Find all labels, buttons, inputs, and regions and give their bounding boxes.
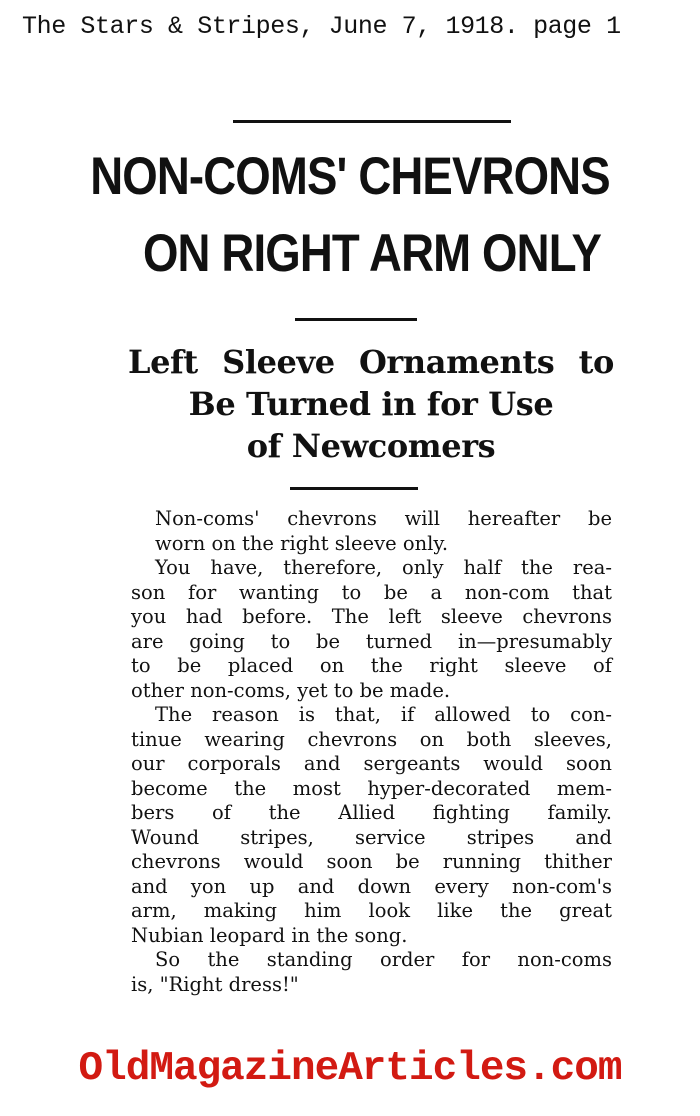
body-line: other non-coms, yet to be made. xyxy=(131,678,451,702)
article-body xyxy=(131,507,612,997)
body-line: and yon up and down every non-com's xyxy=(131,874,612,898)
body-line: tinue wearing chevrons on both sleeves, xyxy=(131,727,612,751)
body-line: You have, therefore, only half the rea- xyxy=(155,556,612,579)
headline-line-2: ON RIGHT ARM ONLY xyxy=(142,224,602,283)
body-line: you had before. The left sleeve chevrons xyxy=(131,605,612,628)
paragraph-1 xyxy=(131,507,612,556)
body-line: our corporals and sergeants would soon xyxy=(131,752,612,775)
paragraph-4 xyxy=(131,948,612,997)
paragraph-2 xyxy=(131,556,612,703)
body-line: are going to be turned in—presumably xyxy=(131,629,612,653)
rule-lower xyxy=(290,487,418,490)
body-line: son for wanting to be a non-com that xyxy=(131,580,612,604)
paragraph-3 xyxy=(131,703,612,948)
subhead xyxy=(128,341,614,467)
body-line: Non-coms' chevrons will hereafter be xyxy=(155,507,612,530)
body-line: The reason is that, if allowed to con- xyxy=(155,703,612,726)
subhead-line-3: of Newcomers xyxy=(246,427,496,465)
rule-top xyxy=(233,120,511,123)
subhead-line-2: Be Turned in for Use xyxy=(188,385,554,423)
body-line: bers of the Allied fighting family. xyxy=(131,801,612,824)
source-line: The Stars & Stripes, June 7, 1918. page 1 xyxy=(22,12,621,41)
headline-line-1: NON-COMS' CHEVRONS xyxy=(90,147,610,206)
body-line: So the standing order for non-coms xyxy=(155,948,612,971)
body-line: Wound stripes, service stripes and xyxy=(131,825,612,849)
body-line: Nubian leopard in the song. xyxy=(131,923,408,947)
body-line: chevrons would soon be running thither xyxy=(131,850,612,873)
body-line: to be placed on the right sleeve of xyxy=(131,654,612,677)
body-line: become the most hyper-decorated mem- xyxy=(131,776,612,800)
body-line: worn on the right sleeve only. xyxy=(155,531,449,555)
subhead-line-1: Left Sleeve Ornaments to xyxy=(128,343,614,381)
rule-middle xyxy=(295,318,417,321)
body-line: is, "Right dress!" xyxy=(131,972,299,996)
body-line: arm, making him look like the great xyxy=(131,899,612,922)
site-watermark: OldMagazineArticles.com xyxy=(78,1046,622,1092)
